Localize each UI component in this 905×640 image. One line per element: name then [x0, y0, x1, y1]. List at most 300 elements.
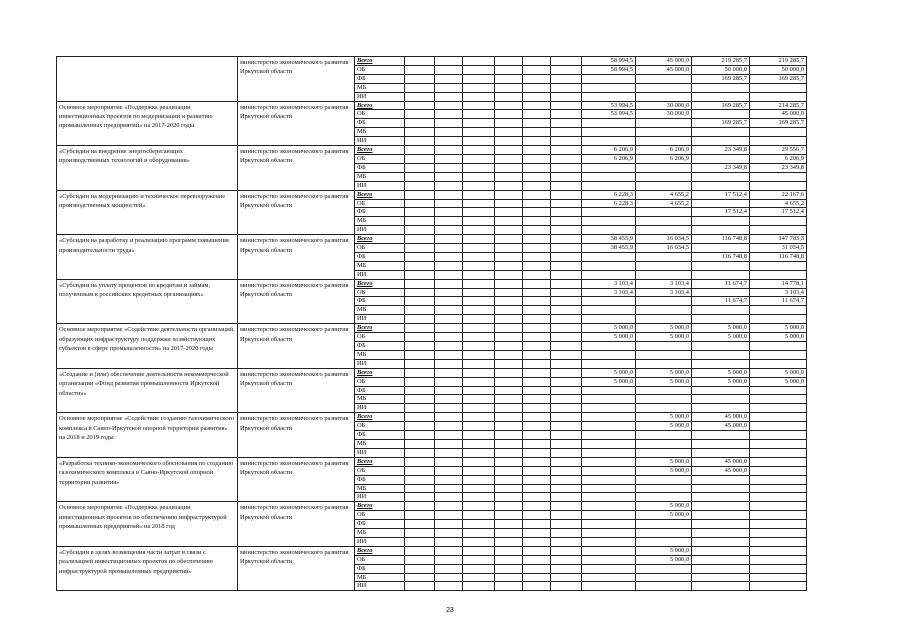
funding-source: МБ	[355, 350, 405, 359]
empty-cell	[405, 546, 435, 555]
amount-cell: 116 748,8	[750, 252, 807, 261]
amount-cell	[582, 457, 636, 466]
empty-cell	[551, 137, 582, 146]
empty-cell	[523, 564, 551, 573]
amount-cell	[636, 306, 692, 315]
amount-cell	[636, 537, 692, 546]
empty-cell	[495, 315, 523, 324]
empty-cell	[405, 511, 435, 520]
empty-cell	[523, 315, 551, 324]
funding-source: ОБ	[355, 555, 405, 564]
amount-cell	[582, 137, 636, 146]
amount-cell	[582, 92, 636, 101]
empty-cell	[405, 582, 435, 591]
funding-source: ИИ	[355, 270, 405, 279]
empty-cell	[435, 431, 463, 440]
amount-cell	[692, 342, 750, 351]
amount-cell: 5 000,0	[582, 333, 636, 342]
empty-cell	[435, 57, 463, 66]
amount-cell	[636, 172, 692, 181]
amount-cell: 169 285,7	[750, 119, 807, 128]
empty-cell	[463, 439, 495, 448]
empty-cell	[495, 368, 523, 377]
empty-cell	[551, 350, 582, 359]
empty-cell	[435, 555, 463, 564]
amount-cell	[692, 520, 750, 529]
empty-cell	[463, 342, 495, 351]
empty-cell	[495, 529, 523, 538]
empty-cell	[551, 511, 582, 520]
empty-cell	[463, 537, 495, 546]
budget-table	[56, 56, 807, 591]
empty-cell	[551, 368, 582, 377]
funding-source: ФБ	[355, 252, 405, 261]
amount-cell: 45 000,0	[692, 457, 750, 466]
empty-cell	[463, 502, 495, 511]
empty-cell	[551, 288, 582, 297]
empty-cell	[405, 217, 435, 226]
empty-cell	[435, 413, 463, 422]
empty-cell	[551, 493, 582, 502]
amount-cell	[636, 350, 692, 359]
empty-cell	[435, 324, 463, 333]
measure-description: Основное мероприятие «Поддержка реализации инвестиционных проектов по обеспечению инфраструктурой промышленных предприятий» на 2018 год	[57, 502, 238, 547]
empty-cell	[551, 404, 582, 413]
amount-cell	[636, 431, 692, 440]
empty-cell	[463, 279, 495, 288]
empty-cell	[495, 537, 523, 546]
amount-cell	[582, 502, 636, 511]
empty-cell	[523, 199, 551, 208]
funding-source: ИИ	[355, 404, 405, 413]
empty-cell	[405, 288, 435, 297]
empty-cell	[405, 226, 435, 235]
amount-cell	[582, 395, 636, 404]
empty-cell	[405, 154, 435, 163]
amount-cell	[582, 315, 636, 324]
amount-cell	[692, 217, 750, 226]
amount-cell	[692, 475, 750, 484]
empty-cell	[495, 546, 523, 555]
amount-cell	[636, 163, 692, 172]
empty-cell	[523, 377, 551, 386]
amount-cell	[582, 422, 636, 431]
amount-cell: 5 000,0	[692, 324, 750, 333]
amount-cell: 53 994,5	[582, 101, 636, 110]
amount-cell	[750, 172, 807, 181]
funding-source: ИИ	[355, 181, 405, 190]
empty-cell	[405, 172, 435, 181]
empty-cell	[405, 235, 435, 244]
amount-cell	[750, 457, 807, 466]
empty-cell	[435, 368, 463, 377]
empty-cell	[523, 128, 551, 137]
amount-cell: 58 994,5	[582, 57, 636, 66]
empty-cell	[405, 119, 435, 128]
amount-cell	[582, 226, 636, 235]
funding-source: МБ	[355, 261, 405, 270]
funding-source: МБ	[355, 573, 405, 582]
empty-cell	[551, 324, 582, 333]
amount-cell	[582, 413, 636, 422]
funding-source: ФБ	[355, 163, 405, 172]
funding-source: ОБ	[355, 333, 405, 342]
amount-cell	[636, 128, 692, 137]
amount-cell	[692, 564, 750, 573]
empty-cell	[495, 502, 523, 511]
amount-cell: 169 285,7	[692, 101, 750, 110]
funding-source: Всего	[355, 546, 405, 555]
empty-cell	[405, 128, 435, 137]
empty-cell	[463, 520, 495, 529]
empty-cell	[523, 342, 551, 351]
empty-cell	[495, 359, 523, 368]
empty-cell	[463, 119, 495, 128]
amount-cell	[750, 529, 807, 538]
amount-cell: 38 455,9	[582, 235, 636, 244]
empty-cell	[551, 359, 582, 368]
empty-cell	[495, 422, 523, 431]
empty-cell	[495, 448, 523, 457]
amount-cell	[750, 350, 807, 359]
empty-cell	[495, 288, 523, 297]
empty-cell	[435, 484, 463, 493]
table-row	[57, 57, 807, 66]
responsible-executor: министерство экономического развития Иркутской области	[238, 190, 355, 235]
empty-cell	[495, 172, 523, 181]
empty-cell	[405, 65, 435, 74]
amount-cell: 17 512,4	[750, 208, 807, 217]
empty-cell	[435, 208, 463, 217]
amount-cell: 50 000,0	[692, 65, 750, 74]
empty-cell	[495, 119, 523, 128]
amount-cell	[636, 92, 692, 101]
amount-cell	[582, 128, 636, 137]
empty-cell	[463, 413, 495, 422]
funding-source: МБ	[355, 172, 405, 181]
funding-source: Всего	[355, 368, 405, 377]
amount-cell: 116 748,8	[692, 235, 750, 244]
amount-cell	[750, 342, 807, 351]
amount-cell	[750, 582, 807, 591]
empty-cell	[523, 190, 551, 199]
amount-cell	[692, 244, 750, 253]
empty-cell	[435, 520, 463, 529]
empty-cell	[435, 546, 463, 555]
table-row	[57, 279, 807, 288]
amount-cell	[582, 466, 636, 475]
amount-cell	[582, 386, 636, 395]
empty-cell	[551, 448, 582, 457]
amount-cell	[750, 448, 807, 457]
amount-cell: 5 000,0	[636, 502, 692, 511]
funding-source: Всего	[355, 279, 405, 288]
funding-source: ОБ	[355, 110, 405, 119]
empty-cell	[495, 466, 523, 475]
empty-cell	[463, 74, 495, 83]
empty-cell	[435, 386, 463, 395]
amount-cell: 50 000,0	[750, 65, 807, 74]
empty-cell	[463, 582, 495, 591]
empty-cell	[405, 457, 435, 466]
empty-cell	[495, 342, 523, 351]
empty-cell	[435, 448, 463, 457]
amount-cell: 219 285,7	[692, 57, 750, 66]
funding-source: Всего	[355, 146, 405, 155]
responsible-executor: министерство экономического развития Иркутской области	[238, 368, 355, 413]
empty-cell	[435, 261, 463, 270]
amount-cell: 116 748,8	[692, 252, 750, 261]
amount-cell: 3 103,4	[582, 288, 636, 297]
amount-cell	[750, 261, 807, 270]
amount-cell	[636, 493, 692, 502]
amount-cell	[692, 92, 750, 101]
empty-cell	[463, 146, 495, 155]
amount-cell: 16 034,5	[636, 235, 692, 244]
empty-cell	[405, 573, 435, 582]
amount-cell	[636, 297, 692, 306]
amount-cell	[692, 154, 750, 163]
amount-cell	[692, 137, 750, 146]
amount-cell	[692, 270, 750, 279]
measure-description: «Создание и (или) обеспечение деятельности некоммерческой организации «Фонд развития промышленности Иркутской области»»	[57, 368, 238, 413]
measure-description: «Субсидии на уплату процентов по кредитам и займам, полученным в российских кредитных организациях»	[57, 279, 238, 324]
measure-description: Основное мероприятие «Содействие деятельности организаций, образующих инфраструктуру поддержки хозяйствующих субъектов в сфере промышленности» на 2017-2020 годы	[57, 324, 238, 369]
amount-cell	[750, 466, 807, 475]
empty-cell	[495, 110, 523, 119]
funding-source: МБ	[355, 484, 405, 493]
amount-cell	[636, 484, 692, 493]
empty-cell	[405, 92, 435, 101]
empty-cell	[405, 555, 435, 564]
empty-cell	[551, 333, 582, 342]
empty-cell	[463, 128, 495, 137]
amount-cell	[582, 582, 636, 591]
empty-cell	[523, 270, 551, 279]
empty-cell	[551, 65, 582, 74]
empty-cell	[495, 484, 523, 493]
empty-cell	[523, 110, 551, 119]
empty-cell	[551, 181, 582, 190]
empty-cell	[523, 573, 551, 582]
amount-cell	[750, 306, 807, 315]
amount-cell	[692, 582, 750, 591]
empty-cell	[463, 83, 495, 92]
empty-cell	[495, 582, 523, 591]
empty-cell	[405, 297, 435, 306]
amount-cell	[582, 475, 636, 484]
amount-cell	[750, 395, 807, 404]
amount-cell	[750, 431, 807, 440]
amount-cell: 58 994,5	[582, 65, 636, 74]
empty-cell	[495, 190, 523, 199]
empty-cell	[495, 279, 523, 288]
empty-cell	[495, 404, 523, 413]
amount-cell	[636, 208, 692, 217]
empty-cell	[495, 128, 523, 137]
table-row	[57, 546, 807, 555]
empty-cell	[551, 154, 582, 163]
amount-cell: 6 228,3	[582, 190, 636, 199]
empty-cell	[523, 119, 551, 128]
funding-source: ФБ	[355, 297, 405, 306]
empty-cell	[495, 431, 523, 440]
empty-cell	[523, 235, 551, 244]
funding-source: ИИ	[355, 315, 405, 324]
amount-cell: 11 674,7	[692, 279, 750, 288]
responsible-executor: министерство экономического развития Иркутской области	[238, 101, 355, 146]
empty-cell	[435, 288, 463, 297]
amount-cell	[582, 484, 636, 493]
empty-cell	[435, 235, 463, 244]
funding-source: ОБ	[355, 422, 405, 431]
empty-cell	[463, 422, 495, 431]
amount-cell	[636, 119, 692, 128]
amount-cell: 5 000,0	[636, 511, 692, 520]
amount-cell	[582, 573, 636, 582]
amount-cell	[750, 83, 807, 92]
empty-cell	[523, 83, 551, 92]
empty-cell	[551, 502, 582, 511]
empty-cell	[463, 57, 495, 66]
funding-source: Всего	[355, 457, 405, 466]
amount-cell	[582, 297, 636, 306]
amount-cell	[750, 413, 807, 422]
empty-cell	[435, 297, 463, 306]
funding-source: ФБ	[355, 119, 405, 128]
funding-source: ИИ	[355, 448, 405, 457]
empty-cell	[551, 119, 582, 128]
empty-cell	[523, 306, 551, 315]
empty-cell	[463, 190, 495, 199]
empty-cell	[405, 244, 435, 253]
amount-cell	[692, 181, 750, 190]
empty-cell	[405, 475, 435, 484]
empty-cell	[463, 261, 495, 270]
funding-source: ФБ	[355, 475, 405, 484]
empty-cell	[463, 137, 495, 146]
budget-table-container	[56, 56, 807, 591]
table-row	[57, 413, 807, 422]
amount-cell	[582, 342, 636, 351]
empty-cell	[435, 181, 463, 190]
empty-cell	[523, 163, 551, 172]
amount-cell: 5 000,0	[692, 333, 750, 342]
table-row	[57, 502, 807, 511]
empty-cell	[523, 368, 551, 377]
amount-cell	[692, 128, 750, 137]
empty-cell	[463, 333, 495, 342]
empty-cell	[523, 172, 551, 181]
empty-cell	[463, 395, 495, 404]
amount-cell	[636, 226, 692, 235]
empty-cell	[495, 217, 523, 226]
amount-cell	[636, 217, 692, 226]
amount-cell	[636, 529, 692, 538]
empty-cell	[435, 475, 463, 484]
empty-cell	[551, 564, 582, 573]
empty-cell	[523, 101, 551, 110]
empty-cell	[463, 235, 495, 244]
amount-cell: 14 778,1	[750, 279, 807, 288]
amount-cell	[750, 493, 807, 502]
empty-cell	[523, 333, 551, 342]
amount-cell	[582, 431, 636, 440]
empty-cell	[495, 297, 523, 306]
empty-cell	[405, 564, 435, 573]
amount-cell	[750, 128, 807, 137]
empty-cell	[523, 74, 551, 83]
empty-cell	[523, 217, 551, 226]
amount-cell: 29 556,7	[750, 146, 807, 155]
empty-cell	[551, 83, 582, 92]
empty-cell	[435, 422, 463, 431]
empty-cell	[463, 555, 495, 564]
empty-cell	[435, 439, 463, 448]
empty-cell	[523, 350, 551, 359]
empty-cell	[551, 208, 582, 217]
empty-cell	[405, 146, 435, 155]
funding-source: Всего	[355, 235, 405, 244]
funding-source: ОБ	[355, 199, 405, 208]
amount-cell: 6 206,9	[636, 146, 692, 155]
amount-cell	[582, 448, 636, 457]
empty-cell	[463, 315, 495, 324]
amount-cell: 6 206,9	[582, 154, 636, 163]
amount-cell: 5 000,0	[636, 333, 692, 342]
amount-cell: 45 000,0	[692, 413, 750, 422]
responsible-executor: министерство экономического развития Иркутской области	[238, 502, 355, 547]
measure-description: «Субсидии на внедрение энергосберегающих производственных технологий и оборудования»	[57, 146, 238, 191]
amount-cell	[582, 74, 636, 83]
empty-cell	[463, 297, 495, 306]
responsible-executor: министерство экономического развития Иркутской области	[238, 457, 355, 502]
empty-cell	[495, 199, 523, 208]
amount-cell	[582, 404, 636, 413]
funding-source: ИИ	[355, 226, 405, 235]
amount-cell: 5 000,0	[636, 377, 692, 386]
empty-cell	[551, 413, 582, 422]
amount-cell	[750, 359, 807, 368]
measure-description: Основное мероприятие «Содействие созданию газохимического комплекса в Саяно-Иркутской опорной территории развития» на 2018 и 2019 годы	[57, 413, 238, 458]
empty-cell	[435, 502, 463, 511]
empty-cell	[435, 493, 463, 502]
empty-cell	[551, 422, 582, 431]
amount-cell: 5 000,0	[750, 368, 807, 377]
empty-cell	[551, 252, 582, 261]
empty-cell	[435, 172, 463, 181]
amount-cell	[692, 261, 750, 270]
empty-cell	[551, 163, 582, 172]
empty-cell	[523, 279, 551, 288]
empty-cell	[551, 146, 582, 155]
empty-cell	[523, 582, 551, 591]
amount-cell: 17 512,4	[692, 190, 750, 199]
empty-cell	[463, 181, 495, 190]
empty-cell	[495, 181, 523, 190]
amount-cell	[582, 520, 636, 529]
amount-cell: 5 000,0	[636, 546, 692, 555]
measure-description: «Субсидии в целях возмещения части затрат в связи с реализацией инвестиционных проектов по обеспечению инфраструктурой промышленных предприятий»	[57, 546, 238, 591]
empty-cell	[405, 190, 435, 199]
amount-cell	[636, 520, 692, 529]
empty-cell	[551, 57, 582, 66]
empty-cell	[495, 475, 523, 484]
empty-cell	[551, 386, 582, 395]
empty-cell	[435, 154, 463, 163]
funding-source: Всего	[355, 413, 405, 422]
amount-cell	[750, 137, 807, 146]
